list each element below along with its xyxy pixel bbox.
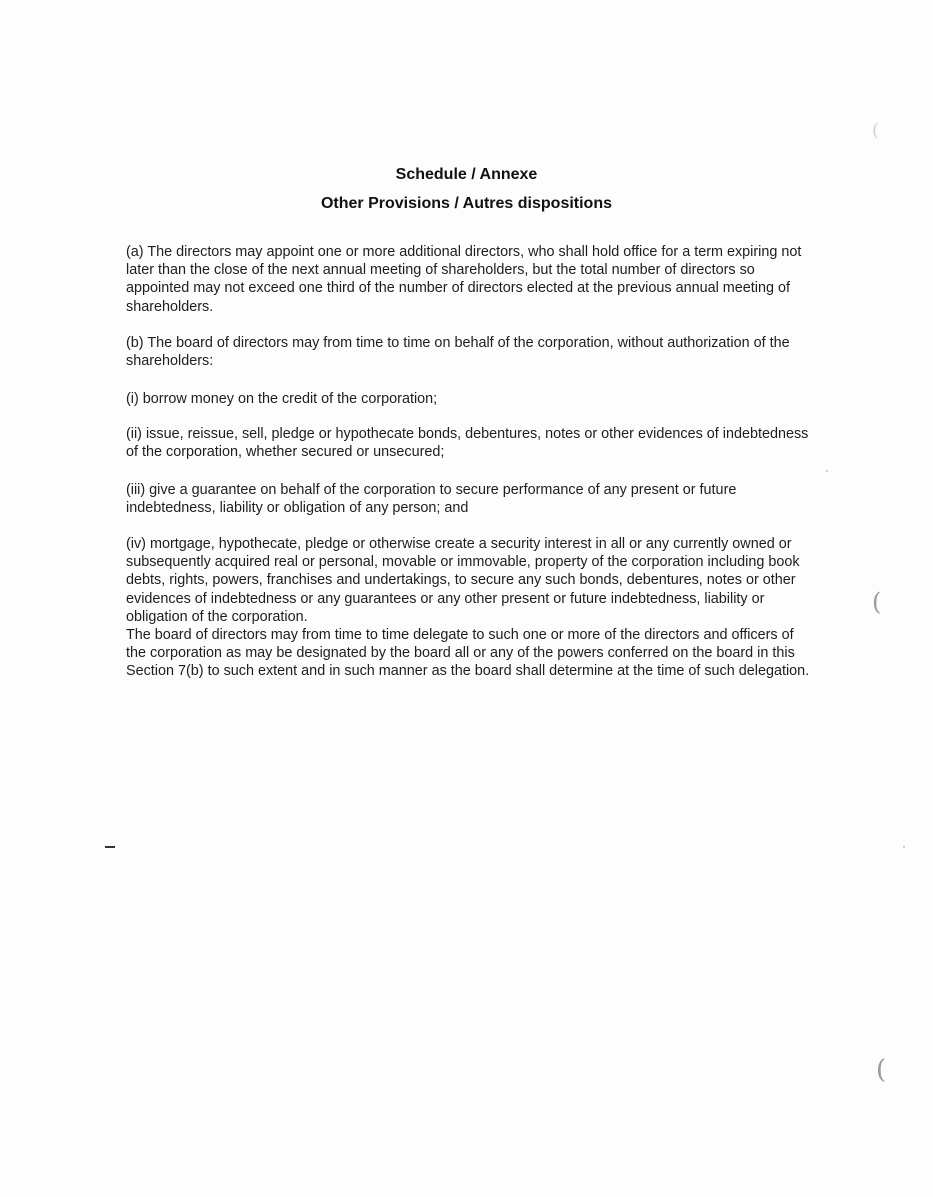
binding-hole-mark-bottom: (: [876, 1055, 887, 1085]
paragraph-iv: (iv) mortgage, hypothecate, pledge or otherwise create a security interest in all or any currently owned or subsequently acquired real or personal, movable or immovable, property of the corporation including book debts, rights, powers, franchises and undertakings, to secure any such bonds, debentures, notes or other evidences of indebtedness or any guarantees or any other present or future indebtedness, liability or obligation of the corporation.: [126, 536, 800, 625]
binding-hole-mark-top: (: [872, 120, 880, 141]
scan-artifact-dash: [105, 846, 115, 848]
paragraph-iii: (iii) give a guarantee on behalf of the corporation to secure performance of any present or future indebtedness, liability or obligation of any person; and: [126, 482, 737, 517]
schedule-subtitle: Other Provisions / Autres dispositions: [320, 195, 612, 212]
paragraph-a: (a) The directors may appoint one or more additional directors, who shall hold office for a term expiring not later than the close of the next annual meeting of shareholders, but the total number of directors so appointed may not exceed one third of the number of directors elected at the previous annual meeting of shareholders.: [126, 244, 802, 315]
schedule-title: Schedule / Annexe: [395, 166, 538, 183]
paragraph-ii: (ii) issue, reissue, sell, pledge or hypothecate bonds, debentures, notes or other evidences of indebtedness of the corporation, whether secured or unsecured;: [126, 426, 809, 461]
binding-hole-mark-middle: (: [872, 588, 882, 616]
paragraph-i: (i) borrow money on the credit of the corporation;: [126, 391, 438, 407]
scan-speck: [826, 470, 828, 472]
scan-speck: [903, 846, 905, 848]
paragraph-b: (b) The board of directors may from time to time on behalf of the corporation, without authorization of the shareholders:: [126, 335, 790, 370]
paragraph-delegation: The board of directors may from time to time delegate to such one or more of the directors and officers of the corporation as may be designated by the board all or any of the powers conferred on the board in this Section 7(b) to such extent and in such manner as the board shall determine at the time of such delegation.: [126, 627, 810, 680]
